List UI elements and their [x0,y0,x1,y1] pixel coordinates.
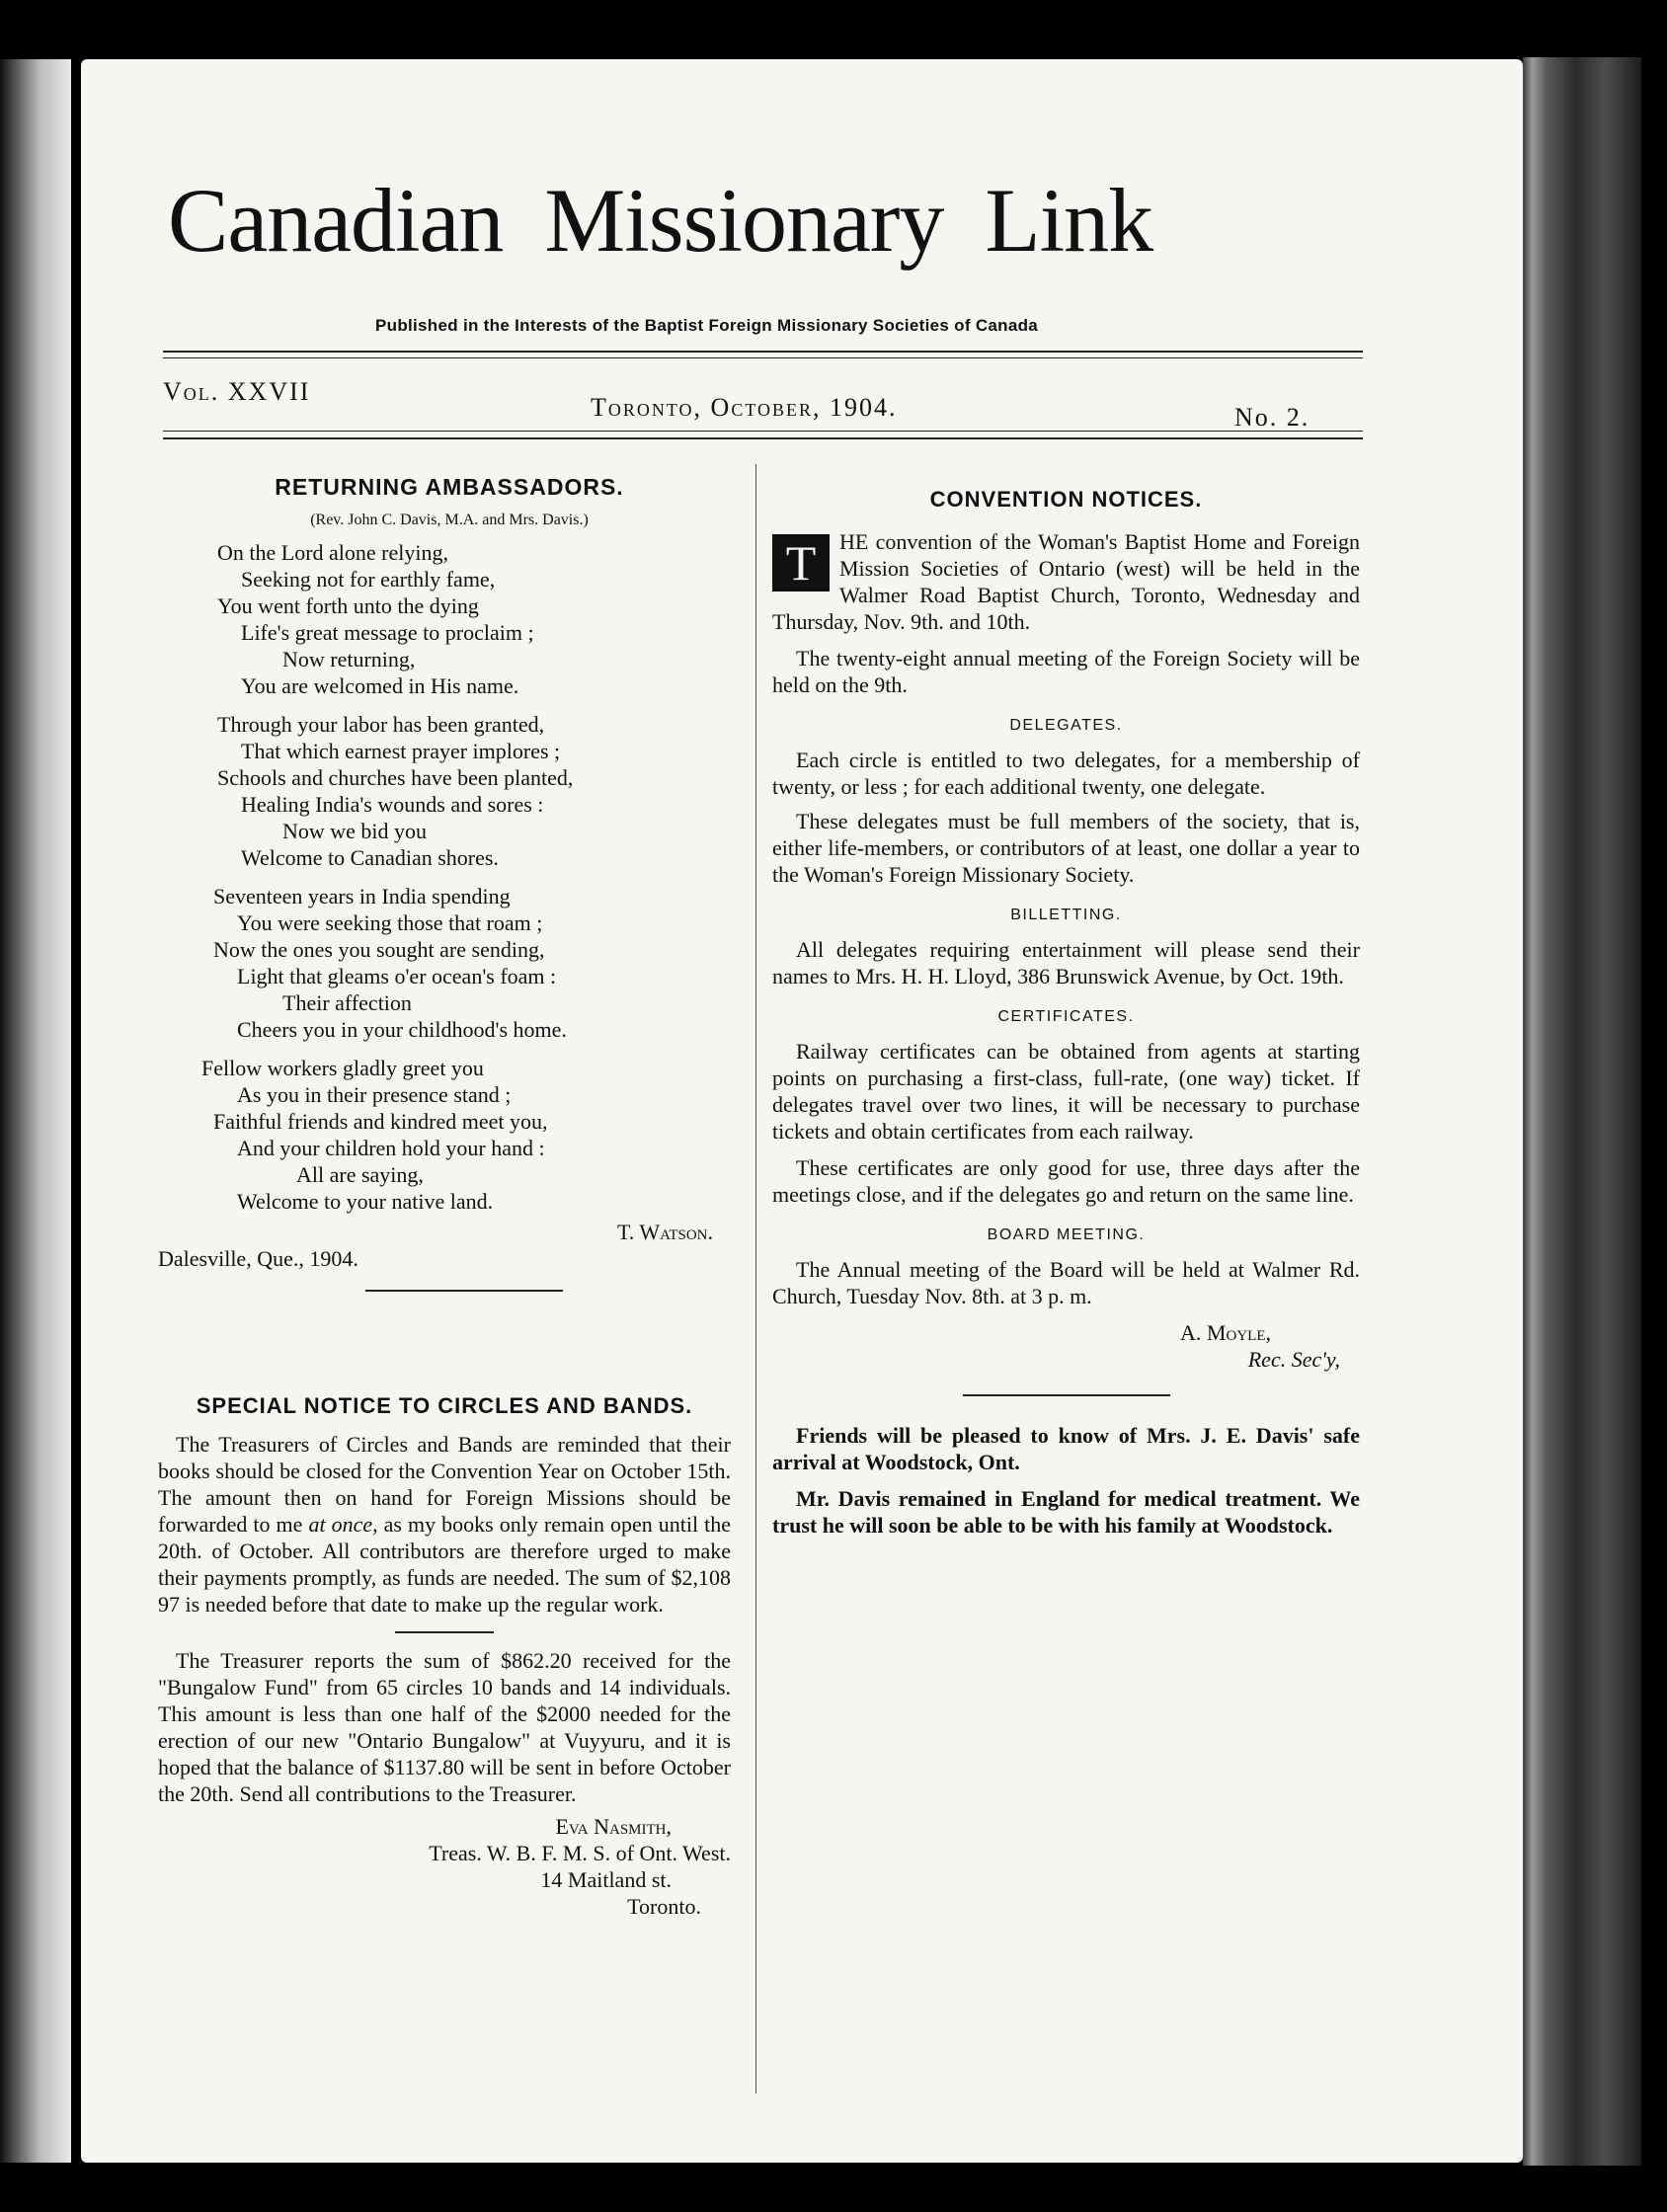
delegates-heading: DELEGATES. [1009,717,1123,734]
treasurer-address: 14 Maitland st. [540,1867,672,1892]
issue-number: No. 2. [1234,403,1310,432]
poem-line: You are welcomed in His name. [241,673,519,698]
volume-number: Vol. XXVII [163,377,311,406]
poem-line: Welcome to your native land. [237,1189,494,1214]
masthead-rule-top [163,351,1363,353]
poem-author: T. Watson. [616,1220,713,1244]
masthead-rule-top-2 [163,357,1363,358]
poem-line: That which earnest prayer implores ; [241,739,561,763]
place-date: Toronto, October, 1904. [591,393,898,422]
delegates-para-2: These delegates must be full members of the society, that is, either life-members, or contributors of at least, one dollar a year to the Woman's Foreign Missionary Society. [772,809,1360,887]
left-page-edge [0,59,71,2163]
certificates-para-1: Railway certificates can be obtained from agents at starting points on purchasing a first-class, full-rate, (one way) ticket. If delegates travel over two lines, it will be necessary to purchase tickets and obtain certificates from each railway. [772,1039,1360,1144]
poem-section [158,474,741,1309]
poem-line: Light that gleams o'er ocean's foam : [237,964,557,988]
poem-stanza-1 [158,539,741,699]
poem-line: You went forth unto the dying [217,593,479,618]
poem-stanza-2 [158,711,741,871]
board-meeting-para: The Annual meeting of the Board will be held at Walmer Rd. Church, Tuesday Nov. 8th. at 3 p. m. [772,1257,1360,1308]
special-notice-para-2: The Treasurer reports the sum of $862.20 received for the "Bungalow Fund" from 65 circles 10 bands and 14 individuals. This amount is less than one half of the $2000 needed for the erection of our new "Ontario Bungalow" at Vuyyuru, and it is hoped that the balance of $1137.80 will be sent in before October the 20th. Send all contributions to the Treasurer. [158,1648,731,1806]
special-notice-title: SPECIAL NOTICE TO CIRCLES AND BANDS. [196,1393,693,1418]
poem-line: Healing India's wounds and sores : [241,792,544,817]
poem-line: On the Lord alone relying, [217,540,448,565]
treasurer-city: Toronto. [627,1894,701,1919]
special-notice-section [158,1392,731,1920]
dropcap-letter: T [772,534,830,592]
para-text: The Treasurers of Circles and Bands are reminded that their books should be closed for the Convention Year on October 15th. The amount then on hand for Foreign Missions should be forwarded to me [158,1432,731,1537]
para-text: , as my books only remain open until the 20th. of October. All contributors are therefore urged to make their payments promptly, as funds are needed. The sum of $2,108 97 is needed before that date to make up the regular work. [158,1512,731,1617]
secretary-name: A. Moyle, [1180,1320,1271,1345]
poem-stanza-3 [158,883,741,1043]
book-spine [1523,57,1641,2166]
poem-stanza-4 [158,1055,741,1215]
section-rule [963,1394,1170,1396]
section-rule [395,1631,494,1633]
poem-line: Schools and churches have been planted, [217,765,574,790]
billetting-heading: BILLETTING. [1010,907,1122,923]
masthead-rule-bottom [163,431,1363,432]
poem-line: Now the ones you sought are sending, [213,937,545,962]
poem-line: As you in their presence stand ; [237,1082,512,1107]
board-meeting-heading: BOARD MEETING. [987,1226,1146,1243]
column-divider [755,464,756,2094]
treasurer-title: Treas. W. B. F. M. S. of Ont. West. [429,1841,731,1865]
secretary-title: Rec. Sec'y, [1247,1347,1340,1372]
poem-place: Dalesville, Que., 1904. [158,1246,358,1271]
masthead-rule-bottom-2 [163,437,1363,439]
para-emphasis: at once [308,1512,373,1537]
poem-line: Faithful friends and kindred meet you, [213,1109,548,1134]
convention-para-2: The twenty-eight annual meeting of the Foreign Society will be held on the 9th. [772,646,1360,697]
delegates-para-1: Each circle is entitled to two delegates, for a membership of twenty, or less ; for each additional twenty, one delegate. [772,748,1360,799]
billetting-para: All delegates requiring entertainment will please send their names to Mrs. H. H. Lloyd, 386 Brunswick Avenue, by Oct. 19th. [772,937,1360,988]
poem-line: Seventeen years in India spending [213,884,511,908]
poem-line: Their affection [282,990,412,1015]
convention-para-1 [772,528,1360,635]
poem-line: Life's great message to proclaim ; [241,620,534,645]
poem-title: RETURNING AMBASSADORS. [275,474,624,500]
convention-section [772,486,1360,1539]
treasurer-name: Eva Nasmith, [555,1814,672,1839]
certificates-para-2: These certificates are only good for use, three days after the meetings close, and if the delegates go and return on the same line. [772,1155,1360,1207]
convention-title: CONVENTION NOTICES. [929,487,1203,512]
poem-line: Seeking not for earthly fame, [241,567,496,592]
poem-line: Cheers you in your childhood's home. [237,1017,567,1042]
certificates-heading: CERTIFICATES. [997,1008,1135,1025]
poem-line: Fellow workers gladly greet you [201,1056,484,1080]
friends-para-2: Mr. Davis remained in England for medical treatment. We trust he will soon be able to be with his family at Woodstock. [772,1486,1360,1538]
poem-line: Now returning, [282,647,416,672]
masthead-subtitle: Published in the Interests of the Baptist Foreign Missionary Societies of Canada [375,316,1039,335]
poem-line: Welcome to Canadian shores. [241,845,499,870]
poem-line: Through your labor has been granted, [217,712,545,737]
poem-line: You were seeking those that roam ; [237,910,543,935]
section-rule [365,1290,563,1292]
poem-line: All are saying, [296,1162,424,1187]
masthead-title: Canadian Missionary Link [168,170,1153,271]
special-notice-para-1 [158,1431,731,1618]
poem-line: Now we bid you [282,819,428,843]
para-text: HE convention of the Woman's Baptist Home and Foreign Mission Societies of Ontario (west) will be held in the Walmer Road Baptist Church, Toronto, Wednesday and Thursday, Nov. 9th. and 10th. [772,529,1360,634]
poem-dedication: (Rev. John C. Davis, M.A. and Mrs. Davis.) [310,512,589,528]
poem-line: And your children hold your hand : [237,1136,545,1160]
friends-para-1: Friends will be pleased to know of Mrs. J. E. Davis' safe arrival at Woodstock, Ont. [772,1423,1360,1474]
